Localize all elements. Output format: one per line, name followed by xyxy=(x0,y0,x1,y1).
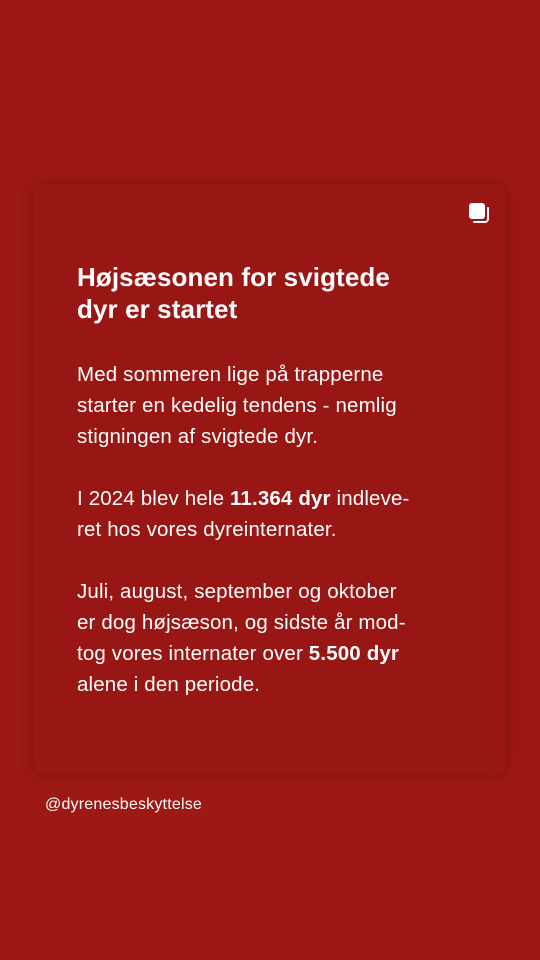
card-title-line: Højsæsonen for svigtede xyxy=(77,262,390,292)
text-segment: tog vores internater over xyxy=(77,642,309,665)
text-line: Med sommeren lige på trapperne xyxy=(77,363,384,386)
highlight-count: 11.364 dyr xyxy=(230,487,331,510)
multiple-posts-icon[interactable] xyxy=(467,201,491,225)
text-segment: indleve- xyxy=(330,487,410,510)
card-title-line: dyr er startet xyxy=(77,294,238,324)
card-title xyxy=(77,261,477,325)
text-line: starter en kedelig tendens - nemlig xyxy=(77,394,397,417)
account-handle[interactable]: @dyrenesbeskyttelse xyxy=(45,796,203,813)
paragraph-intro xyxy=(77,359,477,452)
highlight-count: 5.500 dyr xyxy=(308,642,400,665)
post-card xyxy=(34,183,506,775)
card-body xyxy=(77,359,477,731)
text-line: ret hos vores dyreinternater. xyxy=(77,518,337,541)
text-line: stigningen af svigtede dyr. xyxy=(77,425,319,448)
text-line: er dog højsæson, og sidste år mod- xyxy=(77,611,406,634)
text-line: Juli, august, september og oktober xyxy=(77,580,397,603)
text-segment: I 2024 blev hele xyxy=(77,487,230,510)
paragraph-2024-stat xyxy=(77,483,477,545)
text-line: alene i den periode. xyxy=(77,673,261,696)
paragraph-high-season xyxy=(77,576,477,700)
